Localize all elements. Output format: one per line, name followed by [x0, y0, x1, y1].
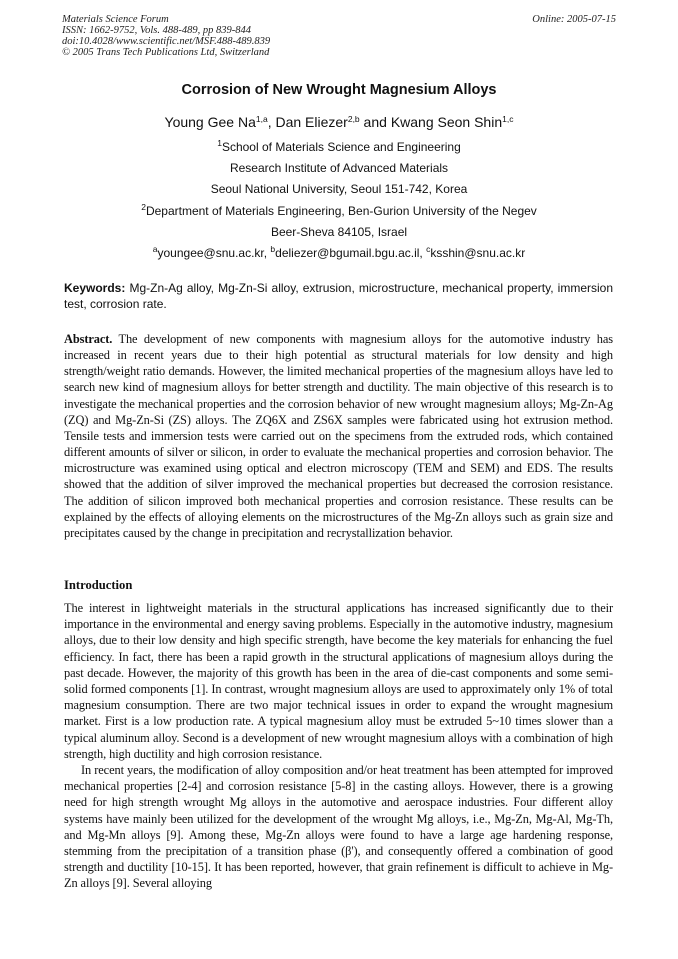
author-affiliation-marker: 1,a	[255, 114, 268, 124]
email-marker: c	[426, 243, 431, 254]
author-separator: and	[359, 114, 391, 130]
affiliation-text: Department of Materials Engineering, Ben-Gurion University of the Negev	[145, 203, 537, 218]
section-heading: Introduction	[64, 578, 133, 592]
journal-name: Materials Science Forum	[62, 14, 169, 25]
doi-line: doi:10.4028/www.scientific.net/MSF.488-489.839	[62, 36, 271, 47]
author-name: Young Gee Na	[164, 114, 256, 130]
author-affiliation-marker: 2,b	[347, 114, 360, 124]
email-marker: b	[270, 243, 276, 254]
email-address: youngee@snu.ac.kr,	[157, 245, 271, 260]
affiliation-line: Seoul National University, Seoul 151-742, Korea	[210, 182, 468, 197]
affiliation-marker: 2	[141, 201, 146, 212]
email-address: ksshin@snu.ac.kr	[430, 245, 526, 260]
keywords-label: Keywords:	[64, 281, 126, 295]
author-name: Dan Eliezer	[275, 114, 348, 130]
affiliation-line: Beer-Sheva 84105, Israel	[270, 224, 408, 239]
abstract-text: The development of new components with magnesium alloys for the automotive industry has increased in recent years due to their high potential as structural materials for low density and high strength/weight ratio demands. However, the limited mechanical properties of the magnesium alloys have led to search new kind of magnesium alloys for better strength and ductility. The main objective of this research is to investigate the mechanical properties and the corrosion behavior of new wrought magnesium alloys; Mg-Zn-Ag (ZQ) and Mg-Zn-Si (ZS) alloys. The ZQ6X and ZS6X samples were fabricated using hot extrusion method. Tensile tests and immersion tests were carried out on the specimens from the extruded rods, which contained different amounts of silver or silicon, in order to evaluate the mechanical properties and corrosion behavior. The microstructure was examined using optical and electron microscopy (TEM and SEM) and EDS. The results showed that the addition of silver improved the mechanical properties but decreased the corrosion resistance. The addition of silicon improved both mechanical properties and corrosion resistance. These results can be explained by the effects of alloying elements on the microstructures of the Mg-Zn alloys such as grain size and precipitates caused by the change in precipitation and recrystallization behavior.	[64, 332, 613, 540]
online-date: Online: 2005-07-15	[532, 14, 616, 25]
email-line	[0, 243, 678, 264]
affiliation-line	[0, 137, 678, 158]
keywords	[64, 280, 613, 312]
affiliation-line: Research Institute of Advanced Materials	[229, 161, 449, 176]
affiliation-marker: 1	[217, 138, 222, 148]
author-separator: ,	[267, 114, 276, 130]
affiliations	[0, 137, 678, 264]
introduction-body	[64, 600, 613, 892]
keywords-text: Mg-Zn-Ag alloy, Mg-Zn-Si alloy, extrusion, microstructure, mechanical property, immersion test, corrosion rate.	[64, 281, 613, 311]
abstract	[64, 331, 613, 541]
paragraph: In recent years, the modification of alloy composition and/or heat treatment has been attempted for improved mechanical properties [2-4] and corrosion resistance [5-8] in the casting alloys. However, there is a growing need for high strength wrought Mg alloys in the automotive and aerospace industries. Four different alloy systems have mainly been utilized for the development of the wrought Mg alloys, i.e., Mg-Zn, Mg-Al, Mg-Th, and Mg-Mn alloys [9]. Among these, Mg-Zn alloys were found to have a large age hardening response, stemming from the precipitation of a transition phase (β'), and consequently offered a combination of good strength and ductility [10-15]. It has been reported, however, that grain refinement is difficult to achieve in Mg-Zn alloys [9]. Several alloying	[64, 763, 613, 891]
affiliation-line	[0, 201, 678, 222]
paragraph: The interest in lightweight materials in the structural applications has increased significantly due to their importance in the environmental and energy saving problems. Especially in the automotive industry, magnesium alloys, due to their low density and high specific strength, have become the key materials for enhancing the fuel efficiency. In fact, there has been a rapid growth in the structural applications of magnesium alloys during the past decade. However, the majority of this growth has been in the area of die-cast components and some semi-solid formed components [1]. In contrast, wrought magnesium alloys are used to approximately only 1% of total magnesium consumption. There are two major technical issues in order to expand the wrought magnesium market. First is a low production rate. A typical magnesium alloy must be extruded 5~10 times slower than a typical aluminum alloy. Second is a development of new wrought magnesium alloys with a combination of high strength, high ductility and high corrosion resistance.	[64, 601, 613, 761]
affiliation-text: School of Materials Science and Engineering	[221, 140, 461, 154]
email-marker: a	[152, 243, 158, 254]
paper-title: Corrosion of New Wrought Magnesium Alloys	[181, 82, 497, 98]
author-list	[0, 114, 678, 130]
copyright-line: © 2005 Trans Tech Publications Ltd, Switzerland	[62, 47, 270, 58]
journal-header	[62, 14, 270, 58]
email-address: deliezer@bgumail.bgu.ac.il,	[275, 245, 427, 260]
abstract-label: Abstract.	[64, 332, 113, 346]
issn-line: ISSN: 1662-9752, Vols. 488-489, pp 839-844	[62, 25, 251, 36]
author-affiliation-marker: 1,c	[502, 114, 514, 124]
author-name: Kwang Seon Shin	[390, 114, 503, 130]
